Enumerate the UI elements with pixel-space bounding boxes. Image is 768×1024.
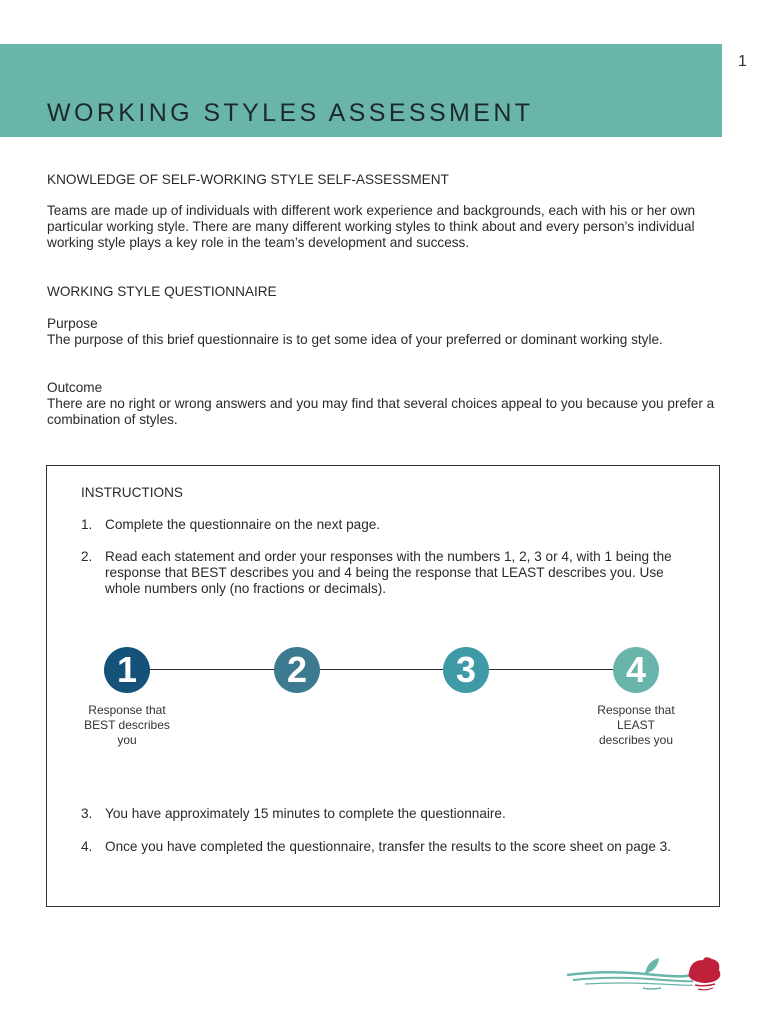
scale-point-4: 4 (613, 647, 659, 693)
step-text: Read each statement and order your responses with the numbers 1, 2, 3 or 4, with 1 being the response that BEST describes you and 4 being the response that LEAST describes you. Use whole numbers only (no fractions or decimals). (105, 549, 672, 596)
scale-point-2: 2 (274, 647, 320, 693)
step-text: Complete the questionnaire on the next page. (105, 517, 381, 532)
outcome-label: Outcome (47, 380, 103, 395)
intro-paragraph: Teams are made up of individuals with different work experience and backgrounds, each with his or her own particular working style. There are many different working styles to think about and every person’s individual working style plays a key role in the team’s development and success. (47, 203, 696, 250)
step-number: 1. (81, 517, 93, 532)
step-text: Once you have completed the questionnaire, transfer the results to the score sheet on page 3. (105, 839, 671, 854)
purpose-section (47, 316, 727, 348)
instructions-box (46, 465, 720, 907)
scale-point-3: 3 (443, 647, 489, 693)
intro-section (47, 172, 727, 188)
questionnaire-heading: WORKING STYLE QUESTIONNAIRE (47, 284, 277, 299)
flower-logo-icon (565, 955, 725, 995)
scale-connector-line (127, 669, 637, 670)
step-number: 4. (81, 839, 93, 854)
intro-heading: KNOWLEDGE OF SELF-WORKING STYLE SELF-ASSESSMENT (47, 172, 449, 187)
page-title: WORKING STYLES ASSESSMENT (47, 99, 534, 127)
step-number: 2. (81, 549, 93, 564)
instruction-step (81, 549, 691, 597)
instruction-step (81, 806, 691, 822)
step-text: You have approximately 15 minutes to complete the questionnaire. (105, 806, 506, 821)
page-number: 1 (738, 53, 747, 70)
scale-point-1: 1 (104, 647, 150, 693)
instructions-heading: INSTRUCTIONS (81, 485, 183, 500)
purpose-text: The purpose of this brief questionnaire is to get some idea of your preferred or dominant working style. (47, 332, 663, 347)
outcome-section (47, 380, 727, 428)
instruction-step (81, 839, 691, 855)
scale-least-label: Response that LEAST describes you (597, 703, 675, 747)
instruction-step (81, 517, 691, 533)
step-number: 3. (81, 806, 93, 821)
questionnaire-heading-block (47, 284, 727, 300)
scale-best-label: Response that BEST describes you (84, 703, 170, 747)
purpose-label: Purpose (47, 316, 98, 331)
intro-paragraph-block (47, 203, 727, 251)
top-strip (0, 0, 768, 44)
outcome-text: There are no right or wrong answers and you may find that several choices appeal to you because you prefer a combination of styles. (47, 396, 715, 427)
